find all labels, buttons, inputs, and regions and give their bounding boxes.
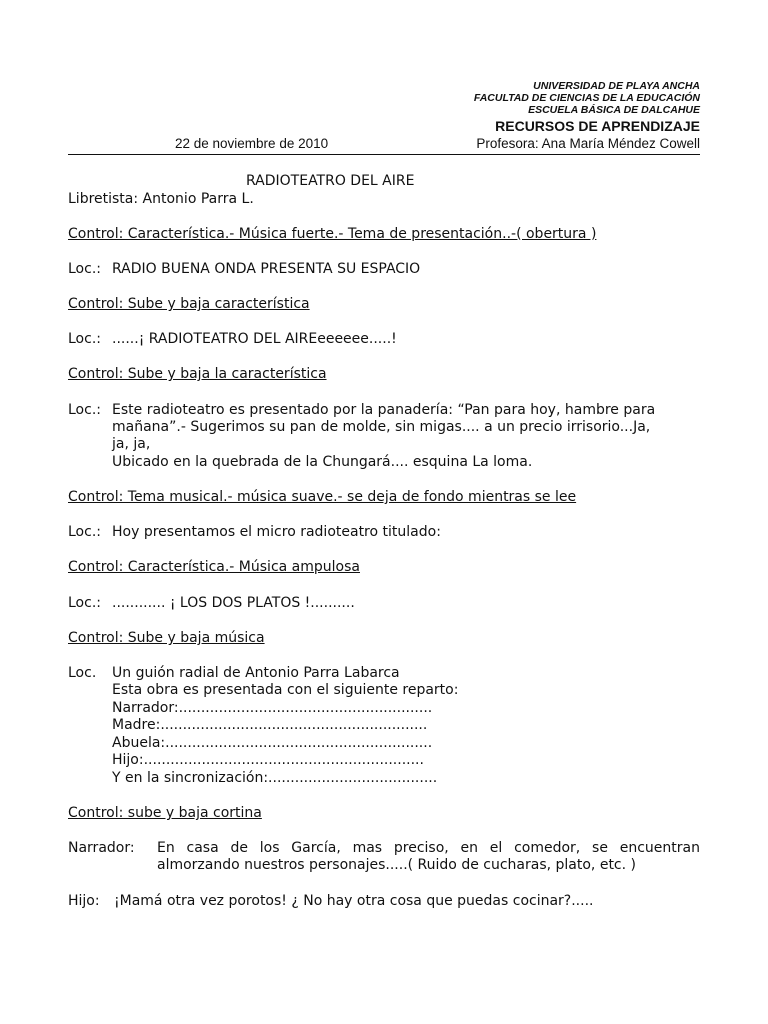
control-cue: Control: Característica.- Música ampulosa [68,559,360,575]
control-cue: Control: Sube y baja la característica [68,366,327,382]
cast-line: Madre:............................................................ [112,717,428,733]
document-date: 22 de noviembre de 2010 [175,136,329,151]
script-line: ¡Mamá otra vez porotos! ¿ No hay otra cosa que puedas cocinar?..... [114,893,594,909]
script-line: RADIO BUENA ONDA PRESENTA SU ESPACIO [112,261,421,277]
script-line: Hoy presentamos el micro radioteatro titulado: [112,524,441,540]
speaker-label: Hijo: [68,893,100,909]
speaker-label: Loc.: [68,402,101,418]
school-name: ESCUELA BÁSICA DE DALCAHUE [528,104,700,116]
cast-line: Y en la sincronización:...................................... [112,770,438,786]
script-line: Esta obra es presentada con el siguiente reparto: [112,682,459,698]
speaker-label: Loc.: [68,331,101,347]
script-line: ......¡ RADIOTEATRO DEL AIREeeeeee.....! [112,331,397,347]
script-line: Un guión radial de Antonio Parra Labarca [112,665,400,681]
page-title: RADIOTEATRO DEL AIRE [246,173,415,189]
script-line: Ubicado en la quebrada de la Chungará.... esquina La loma. [112,454,533,470]
control-cue: Control: sube y baja cortina [68,805,262,821]
script-line: Este radioteatro es presentado por la panadería: “Pan para hoy, hambre para [112,402,656,418]
university-name: UNIVERSIDAD DE PLAYA ANCHA [533,80,700,92]
speaker-label: Loc.: [68,595,101,611]
script-line: almorzando nuestros personajes.....( Ruido de cucharas, plato, etc. ) [157,857,636,873]
control-cue: Control: Sube y baja música [68,630,265,646]
librettist: Libretista: Antonio Parra L. [68,191,254,207]
header-divider [68,154,700,155]
faculty-name: FACULTAD DE CIENCIAS DE LA EDUCACIÓN [473,92,700,104]
speaker-label: Loc.: [68,524,101,540]
control-cue: Control: Característica.- Música fuerte.- Tema de presentación..-( obertura ) [68,226,597,242]
script-line: ja, ja, [112,436,151,452]
speaker-label: Loc.: [68,261,101,277]
cast-line: Narrador:......................................................... [112,700,433,716]
cast-line: Hijo:............................................................... [112,752,424,768]
professor-name: Profesora: Ana María Méndez Cowell [476,136,700,151]
control-cue: Control: Tema musical.- música suave.- se deja de fondo mientras se lee [68,489,577,505]
cast-line: Abuela:............................................................ [112,735,433,751]
script-line: En casa de los García, mas preciso, en el comedor, se encuentran [157,840,700,856]
script-line: mañana”.- Sugerimos su pan de molde, sin migas.... a un precio irrisorio...Ja, [112,419,651,435]
speaker-label: Loc. [68,665,97,681]
control-cue: Control: Sube y baja característica [68,296,310,312]
resources-heading: RECURSOS DE APRENDIZAJE [495,118,700,134]
speaker-label: Narrador: [68,840,135,856]
script-line: ............ ¡ LOS DOS PLATOS !.......... [112,595,355,611]
